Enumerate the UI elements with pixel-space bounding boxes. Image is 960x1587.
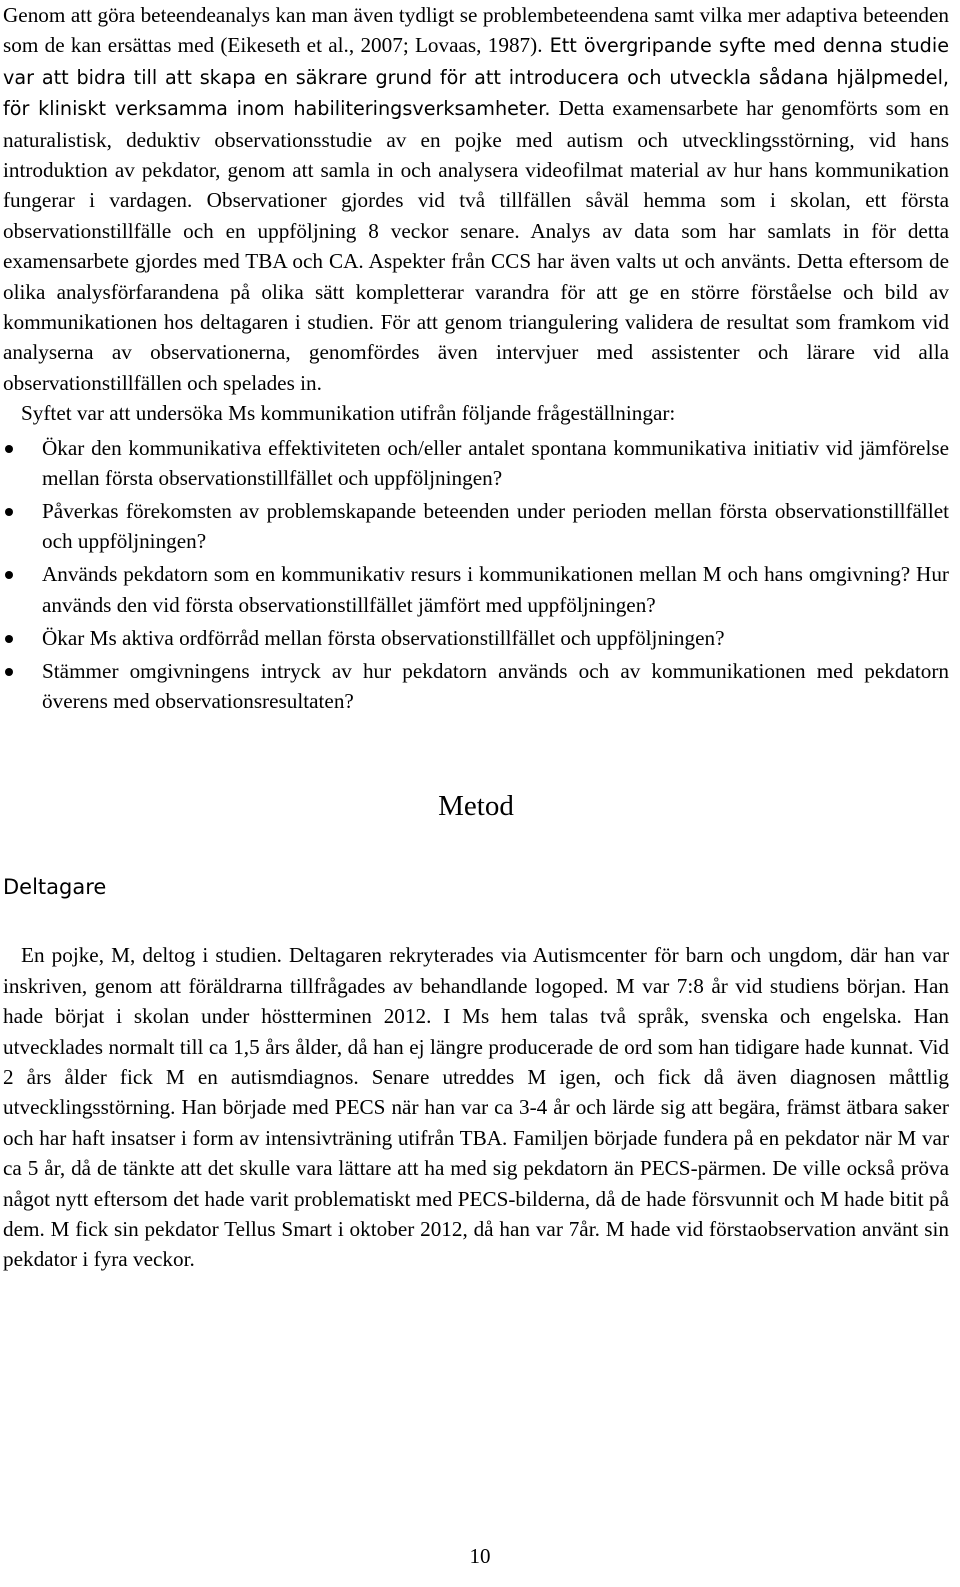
question-text: Påverkas förekomsten av problemskapande beteenden under perioden mellan första observationstillfället och uppföljningen? [42, 499, 949, 554]
intro-text-part-2: Ett övergripande syfte med denna studie var att bidra till att skapa en säkrare grund för att introducera och utveckla sådana hjälpmedel, för kliniskt verksamma inom habiliteringsverksamheter. [3, 34, 949, 121]
list-item [3, 656, 949, 717]
list-item [3, 433, 949, 494]
subsection-heading: Deltagare [3, 875, 107, 900]
bullet-icon [5, 445, 13, 453]
document-page [3, 0, 949, 1275]
aim-statement: Syftet var att undersöka Ms kommunikation utifrån följande frågeställningar: [21, 401, 676, 426]
question-text: Stämmer omgivningens intryck av hur pekdatorn används och av kommunikationen med pekdatorn överens med observationsresultaten? [42, 658, 949, 713]
list-item [3, 496, 949, 557]
bullet-icon [5, 668, 13, 676]
bullet-icon [5, 571, 13, 579]
intro-text-part-1: Genom att göra beteendeanalys kan man även tydligt se problembeteendena samt vilka mer adaptiva beteenden som de kan ersättas med (Eikeseth et al., 2007; Lovaas, 1987). [3, 3, 949, 58]
list-item [3, 623, 949, 653]
participant-paragraph: En pojke, M, deltog i studien. Deltagaren rekryterades via Autismcenter för barn och ungdom, där han var inskriven, genom att föräldrarna tillfrågades av behandlande logoped. M var 7:8 år vid studiens början. Han hade börjat i skolan under höstterminen 2012. I Ms hem talas två språk, svenska och engelska. Han utvecklades normalt till ca 1,5 års ålder, då han ej längre producerade de ord som han tidigare hade kunnat. Vid 2 års ålder fick M en autismdiagnos. Senare utreddes M igen, och fick då även diagnosen måttlig utvecklingsstörning. Han började med PECS när han var ca 3-4 år och lärde sig att begära, främst ätbara saker och har haft insatser i form av intensivträning utifrån TBA. Familjen började fundera på en pekdator när M var ca 5 år, då de tänkte att det skulle vara lättare att ha med sig pekdatorn än PECS-pärmen. De ville också pröva något nytt eftersom det hade varit problematiskt med PECS-bilderna, då de hade försvunnit och M hade bitit på dem. M fick sin pekdator Tellus Smart i oktober 2012, då han var 7år. M hade vid förstaobservation använt sin pekdator i fyra veckor. [3, 943, 949, 1272]
page-number: 10 [469, 1544, 491, 1568]
bullet-icon [5, 635, 13, 643]
intro-text-part-3: Detta examensarbete har genomförts som en naturalistisk, deduktiv observationsstudie av en pojke med autism och utvecklingsstörning, vid hans introduktion av pekdator, genom att samla in och analysera videofilmat material av hur hans kommunikation fungerar i vardagen. Observationer gjordes vid två tillfällen såväl hemma som i skolan, ett första observationstillfälle och en uppföljning 8 veckor senare. Analys av data som har samlats in för detta examensarbete gjordes med TBA och CA. Aspekter från CCS har även valts ut och använts. Detta eftersom de olika analysförfarandena på olika sätt kompletterar varandra för att ge en större förståelse och bild av kommunikationen hos deltagaren i studien. För att genom triangulering validera de resultat som framkom vid analyserna av observationerna, genomfördes även intervjuer med assistenter och lärare vid alla observationstillfällen och spelades in. [3, 96, 949, 395]
research-questions-list [3, 433, 949, 717]
bullet-icon [5, 508, 13, 516]
question-text: Ökar den kommunikativa effektiviteten och/eller antalet spontana kommunikativa initiativ vid jämförelse mellan första observationstillfället och uppföljningen? [42, 435, 949, 491]
intro-paragraph [3, 0, 949, 398]
question-text: Ökar Ms aktiva ordförråd mellan första observationstillfället och uppföljningen? [42, 625, 725, 650]
section-heading: Metod [438, 790, 514, 823]
question-text: Används pekdatorn som en kommunikativ resurs i kommunikationen mellan M och hans omgivning? Hur används den vid första observationstillfället jämfört med uppföljningen? [42, 562, 949, 617]
list-item [3, 559, 949, 620]
